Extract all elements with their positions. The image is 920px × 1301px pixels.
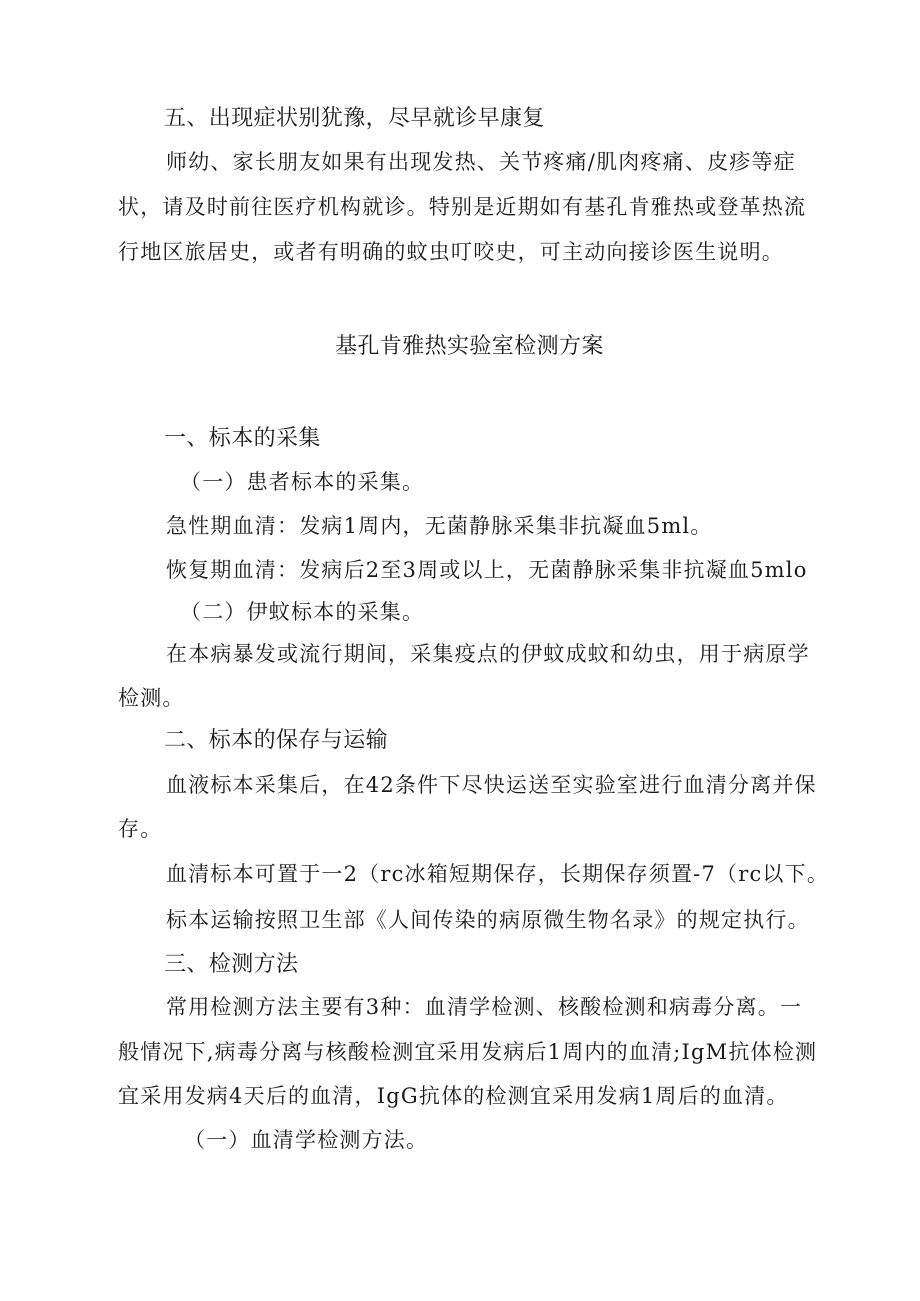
blood-sample-line-1: 血液标本采集后，在42条件下尽快运送至实验室进行血清分离并保 xyxy=(166,773,817,797)
methods-paragraph-line-2: 般情况下,病毒分离与核酸检测宜采用发病后1周内的血清;IgM抗体检测 xyxy=(118,1040,818,1064)
section-5-paragraph-line-1: 师幼、家长朋友如果有出现发热、关节疼痛/肌肉疼痛、皮疹等症 xyxy=(166,150,796,174)
methods-paragraph-line-1: 常用检测方法主要有3种：血清学检测、核酸检测和病毒分离。一 xyxy=(166,995,803,1019)
section-5-heading: 五、出现症状别犹豫，尽早就诊早康复 xyxy=(164,106,545,131)
transport-rule-text: 标本运输按照卫生部《人间传染的病原微生物名录》的规定执行。 xyxy=(166,908,810,932)
recovery-serum-text: 恢复期血清：发病后2至3周或以上，无菌静脉采集非抗凝血5mlo xyxy=(166,558,808,582)
part-1-subheading-1: （一）患者标本的采集。 xyxy=(180,470,425,494)
serum-storage-text: 血清标本可置于一2（rc冰箱短期保存，长期保存须置-7（rc以下。 xyxy=(166,862,830,886)
document-title: 基孔肯雅热实验室检测方案 xyxy=(335,334,604,359)
part-2-heading: 二、标本的保存与运输 xyxy=(164,728,389,753)
part-3-subheading-1: （一）血清学检测方法。 xyxy=(184,1128,429,1152)
mosquito-paragraph-line-2: 检测。 xyxy=(118,686,185,710)
mosquito-paragraph-line-1: 在本病暴发或流行期间，采集疫点的伊蚊成蚊和幼虫，用于病原学 xyxy=(166,642,810,666)
acute-serum-text: 急性期血清：发病1周内，无菌静脉采集非抗凝血5ml。 xyxy=(166,514,713,538)
section-5-paragraph-line-2: 状，请及时前往医疗机构就诊。特别是近期如有基孔肯雅热或登革热流 xyxy=(118,195,807,219)
part-3-heading: 三、检测方法 xyxy=(164,952,299,977)
part-1-subheading-2: （二）伊蚊标本的采集。 xyxy=(180,600,425,624)
section-5-paragraph-line-3: 行地区旅居史，或者有明确的蚊虫叮咬史，可主动向接诊医生说明。 xyxy=(118,240,784,264)
part-1-heading: 一、标本的采集 xyxy=(164,426,321,451)
methods-paragraph-line-3: 宜采用发病4天后的血清，IgG抗体的检测宜采用发病1周后的血清。 xyxy=(118,1084,789,1108)
blood-sample-line-2: 存。 xyxy=(118,817,163,841)
